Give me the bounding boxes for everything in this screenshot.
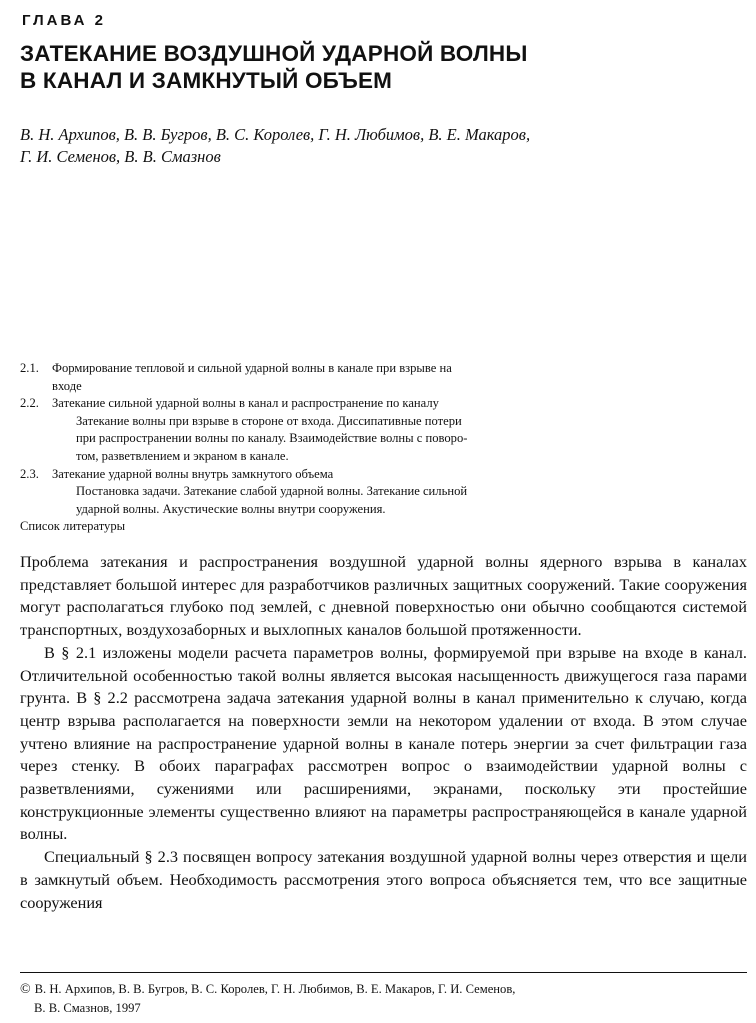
copyright-line-2: В. В. Смазнов, 1997	[34, 1001, 141, 1015]
authors	[20, 124, 740, 168]
toc-section-title: Затекание ударной волны внутрь замкнутого объема	[52, 466, 334, 481]
body-text	[20, 551, 747, 914]
copyright-holders: В. Н. Архипов, В. В. Бугров, В. С. Королев, Г. Н. Любимов, В. Е. Макаров, Г. И. Семенов,	[34, 982, 516, 996]
toc-section-number: 2.1.	[20, 361, 39, 375]
authors-line-1: В. Н. Архипов, В. В. Бугров, В. С. Королев, Г. Н. Любимов, В. Е. Макаров,	[20, 125, 531, 144]
copyright-symbol: ©	[20, 982, 31, 997]
toc-section-title: Затекание сильной ударной волны в канал и распространение по каналу	[52, 396, 439, 411]
toc-section-title-continuation: входе	[52, 378, 82, 393]
chapter-label: ГЛАВА 2	[22, 12, 106, 29]
chapter-title-line-2: В КАНАЛ И ЗАМКНУТЫЙ ОБЪЕМ	[20, 68, 393, 93]
toc-subtopics-line: при распространении волны по каналу. Взаимодействие волны с поворо-	[76, 431, 468, 446]
paragraph-3: Специальный § 2.3 посвящен вопросу затекания воздушной ударной волны через отверстия и щели в замкнутый объем. Необходимость рассмотрения этого вопроса объясняется тем, что все защитные сооружения	[20, 847, 747, 912]
toc-subtopics-line: ударной волны. Акустические волны внутри сооружения.	[76, 501, 386, 516]
footnote-divider	[20, 972, 747, 973]
toc-section-number: 2.2.	[20, 396, 39, 411]
authors-line-2: Г. И. Семенов, В. В. Смазнов	[20, 147, 221, 166]
toc-section-2-1	[20, 360, 640, 378]
copyright-line-1	[20, 980, 747, 999]
toc-subtopics-line: Затекание волны при взрыве в стороне от входа. Диссипативные потери	[76, 413, 462, 428]
toc-section-number: 2.3.	[20, 466, 39, 481]
toc-subtopics-line: Постановка задачи. Затекание слабой ударной волны. Затекание сильной	[76, 484, 468, 499]
toc-subtopics-line: том, разветвлением и экраном в канале.	[76, 448, 289, 463]
chapter-title	[20, 40, 740, 94]
paragraph-2: В § 2.1 изложены модели расчета параметров волны, формируемой при взрыве на входе в канал. Отличительной особенностью такой волны является высокая насыщенность движущегося газа парами грунта. В § 2.2 рассмотрена задача затекания ударной волны в канал применительно к случаю, когда центр взрыва располагается на поверхности земли на некотором удалении от входа. В этом случае учтено влияние на распространение ударной волны в канале потерь энергии за счет фильтрации газа через стенку. В обоих параграфах рассмотрен вопрос о взаимодействии ударной волны с разветвлениями, сужениями или расширениями, экранами, поскольку эти простейшие конструкционные элементы существенно влияют на параметры распространяющейся в канале ударной волны.	[20, 642, 747, 844]
toc-references: Список литературы	[20, 519, 126, 534]
paragraph-1: Проблема затекания и распространения воздушной ударной волны ядерного взрыва в каналах представляет большой интерес для разработчиков различных защитных сооружений. Такие сооружения могут располагаться глубоко под землей, с дневной поверхностью они обычно сообщаются системой транспортных, воздухозаборных и выхлопных каналов большой протяженности.	[20, 552, 747, 640]
copyright-notice	[20, 980, 747, 1018]
toc-section-title: Формирование тепловой и сильной ударной волны в канале при взрыве на	[52, 361, 452, 375]
chapter-title-line-1: ЗАТЕКАНИЕ ВОЗДУШНОЙ УДАРНОЙ ВОЛНЫ	[20, 41, 528, 66]
toc-section-2-3	[20, 466, 640, 484]
toc-section-2-2	[20, 395, 640, 413]
table-of-contents	[20, 360, 640, 536]
